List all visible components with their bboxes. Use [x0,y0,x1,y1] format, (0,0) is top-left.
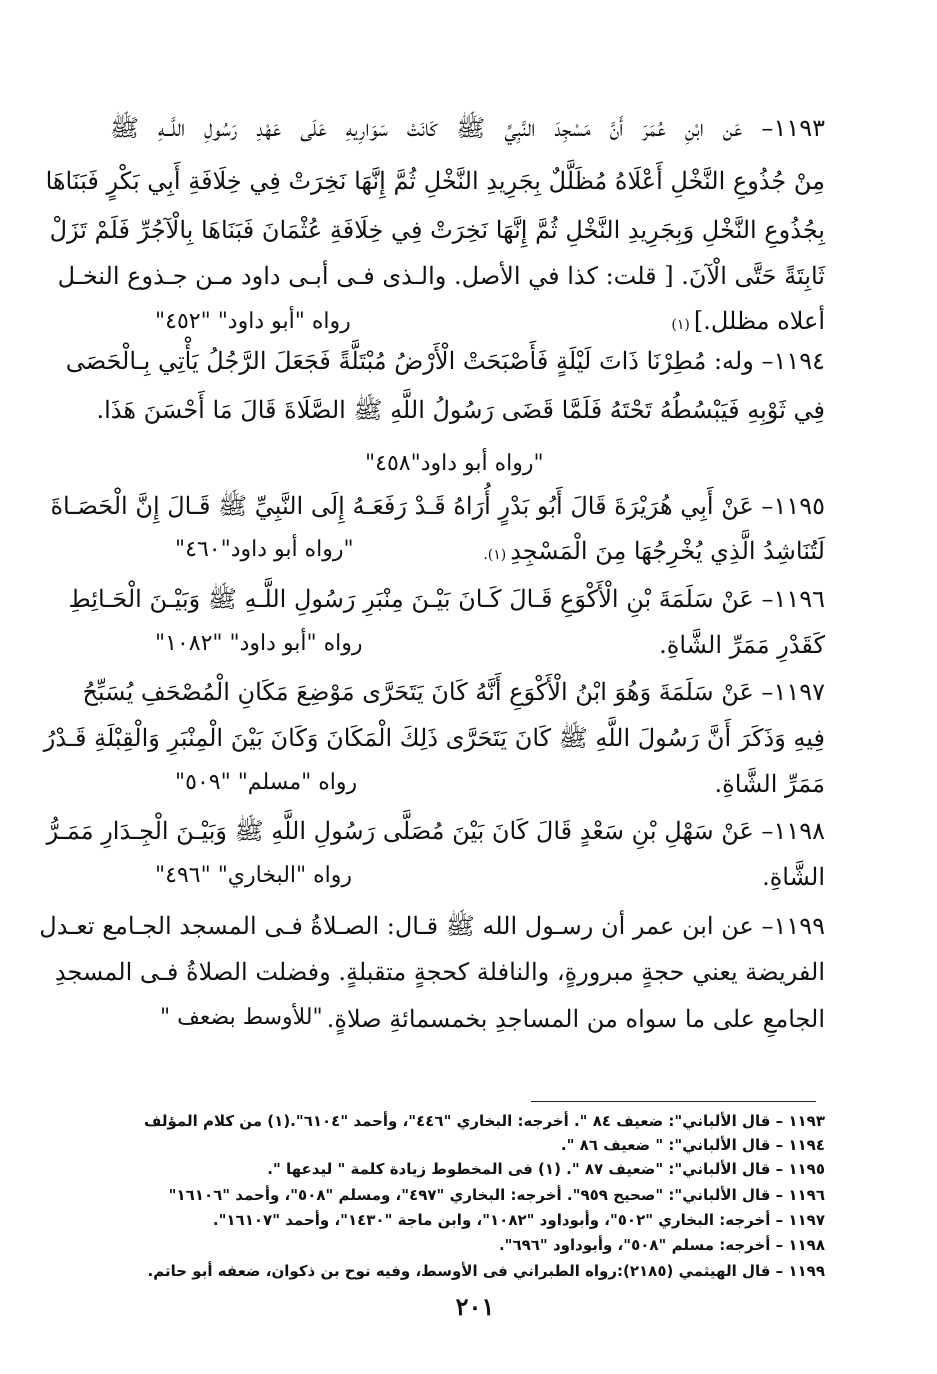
hadith-1193-line-5 [635,305,825,341]
footnote-1194: ١١٩٤ – قال الألباني": " ضعيف ٨٦ ". [560,1136,825,1154]
hadith-1195-line-2 [483,535,825,571]
footnote-marker: (١) [671,317,690,333]
hadith-1193-line-3: بِجُذُوعِ النَّخْلِ وَبِجَرِيدِ النَّخْلِ ثُمَّ إِنَّهَا نَخِرَتْ فِي خِلَافَةِ عُثْمَانَ فَبَنَاهَا بِالْآجُرِّ فَلَمْ تَزَلْ [49,216,825,244]
hadith-1199-line-3: الجامعِ على ما سواه من المساجدِ بخمسمائةِ صلاةٍ. [326,1005,825,1033]
hadith-1193-line-4: ثَابِتَةً حَتَّى الْآنَ. [ قلت: كذا في الأصل. والـذى فـى أبـى داود مـن جـذوع النخـل [57,262,825,290]
hadith-1194-line-1: ١١٩٤– وله: مُطِرْنَا ذَاتَ لَيْلَةٍ فَأَصْبَحَتْ الْأَرْضُ مُبْتَلَّةً فَجَعَلَ الرَّجُلُ يَأْتِي بِـالْحَصَى [65,347,825,375]
hadith-1197-source: رواه "مسلم" "٥٠٩" [175,770,358,795]
hadith-1193-line-1: ١١٩٣– عَن ابْنِ عُمَرَ أَنَّ مَسْجِدَ النَّبِيِّ ﷺ كَانَتْ سَوَارِيهِ عَلَى عَهْدِ رَسُولِ اللَّــهِ ﷺ [110,114,825,142]
hadith-1195-closing-text: لَتُنَاشِدُ الَّذِي يُخْرِجُهَا مِنَ الْمَسْجِدِ [510,537,825,565]
footnote-1196: ١١٩٦ – قال الألباني": "صحيح ٩٥٩". أخرجه: البخاري "٤٩٧"، ومسلم "٥٠٨"، وأحمد "١٦١٠٦" [168,1186,825,1204]
footnote-1193: ١١٩٣ – قال الألباني": ضعيف ٨٤ ". أخرجه: البخاري "٤٤٦"، وأحمد "٦١٠٤".(١) من كلام المؤلف [144,1112,825,1130]
footnote-1198: ١١٩٨ – أخرجه: مسلم "٥٠٨"، وأبوداود "٦٩٦". [498,1236,825,1254]
hadith-1193-closing-text: أعلاه مظلل.] [693,307,825,335]
footnote-divider [531,1101,816,1102]
footnote-1197: ١١٩٧ – أخرجه: البخاري "٥٠٢"، وأبوداود "١٠٨٢"، وابن ماجة "١٤٣٠"، وأحمد "١٦١٠٧". [212,1211,825,1229]
hadith-1195-source: "رواه أبو داود"٤٦٠" [175,537,354,562]
hadith-1195-line-1: ١١٩٥– عَنْ أَبِي هُرَيْرَةَ قَالَ أَبُو بَدْرٍ أُرَاهُ قَـدْ رَفَعَـهُ إِلَى النَّبِيِّ ﷺ قَـالَ إِنَّ الْحَصَـاةَ [50,492,825,520]
hadith-1198-line-1: ١١٩٨– عَنْ سَهْلِ بْنِ سَعْدٍ قَالَ كَانَ بَيْنَ مُصَلَّى رَسُولِ اللَّهِ ﷺ وَبَيْـنَ الْجِـدَارِ مَمَـرُّ [46,817,825,845]
hadith-1199-line-1: ١١٩٩– عن ابن عمر أن رسـول الله ﷺ قـال: الصـلاةُ فـى المسجد الجـامع تعـدل [39,912,825,940]
hadith-1199-line-2: الفريضة يعني حجةٍ مبرورةٍ، والنافلة كحجةٍ متقبلةٍ. وفضلت الصلاةُ فـى المسجدِ [54,958,825,986]
hadith-1196-source: رواه "أبو داود" "١٠٨٢" [155,631,363,656]
hadith-1197-line-2: فِيهِ وَذَكَرَ أَنَّ رَسُولَ اللَّهِ ﷺ كَانَ يَتَحَرَّى ذَلِكَ الْمَكَانَ وَكَانَ بَيْنَ الْمِنْبَرِ وَالْقِبْلَةِ قَـدْرُ [43,724,825,752]
hadith-1197-line-3: مَمَرِّ الشَّاةِ. [714,770,825,798]
hadith-1193-source: رواه "أبو داود" "٤٥٢" [155,309,351,334]
page-number: ٢٠١ [455,1292,495,1321]
hadith-1196-line-2: كَقَدْرِ مَمَرِّ الشَّاةِ. [659,631,825,659]
footnote-1199: ١١٩٩ – قال الهيثمي (٢١٨٥):رواه الطبراني فى الأوسط، وفيه نوح بن ذكوان، ضعفه أبو حاتم. [147,1262,825,1280]
footnote-marker: (١). [483,547,507,563]
hadith-1194-source: "رواه أبو داود"٤٥٨" [365,451,544,476]
hadith-1197-line-1: ١١٩٧– عَنْ سَلَمَةَ وَهُوَ ابْنُ الْأَكْوَعِ أَنَّهُ كَانَ يَتَحَرَّى مَوْضِعَ مَكَانِ الْمُصْحَفِ يُسَبِّحُ [82,678,825,706]
hadith-1199-source: "للأوسط بضعف " [160,1005,323,1030]
hadith-1194-line-2: فِي ثَوْبِهِ فَيَبْسُطُهُ تَحْتَهُ فَلَمَّا قَضَى رَسُولُ اللَّهِ ﷺ الصَّلَاةَ قَالَ مَا أَحْسَنَ هَذَا. [96,396,825,424]
hadith-1198-source: رواه "البخاري" "٤٩٦" [155,863,353,888]
hadith-1193-line-2: مِنْ جُذُوعِ النَّخْلِ أَعْلَاهُ مُظَلَّلٌ بِجَرِيدِ النَّخْلِ ثُمَّ إِنَّهَا نَخِرَتْ فِي خِلَافَةِ أَبِي بَكْرٍ فَبَنَاهَا [45,167,825,195]
footnote-1195: ١١٩٥ – قال الألباني": "ضعيف ٨٧ ". (١) فى المخطوط زيادة كلمة " ليدعها ". [267,1160,825,1178]
hadith-1198-line-2: الشَّاةِ. [762,863,825,891]
hadith-1196-line-1: ١١٩٦– عَنْ سَلَمَةَ بْنِ الْأَكْوَعِ قَـالَ كَـانَ بَيْـنَ مِنْبَرِ رَسُولِ اللَّـهِ ﷺ وَبَيْـنَ الْحَـائِطِ [68,585,825,613]
